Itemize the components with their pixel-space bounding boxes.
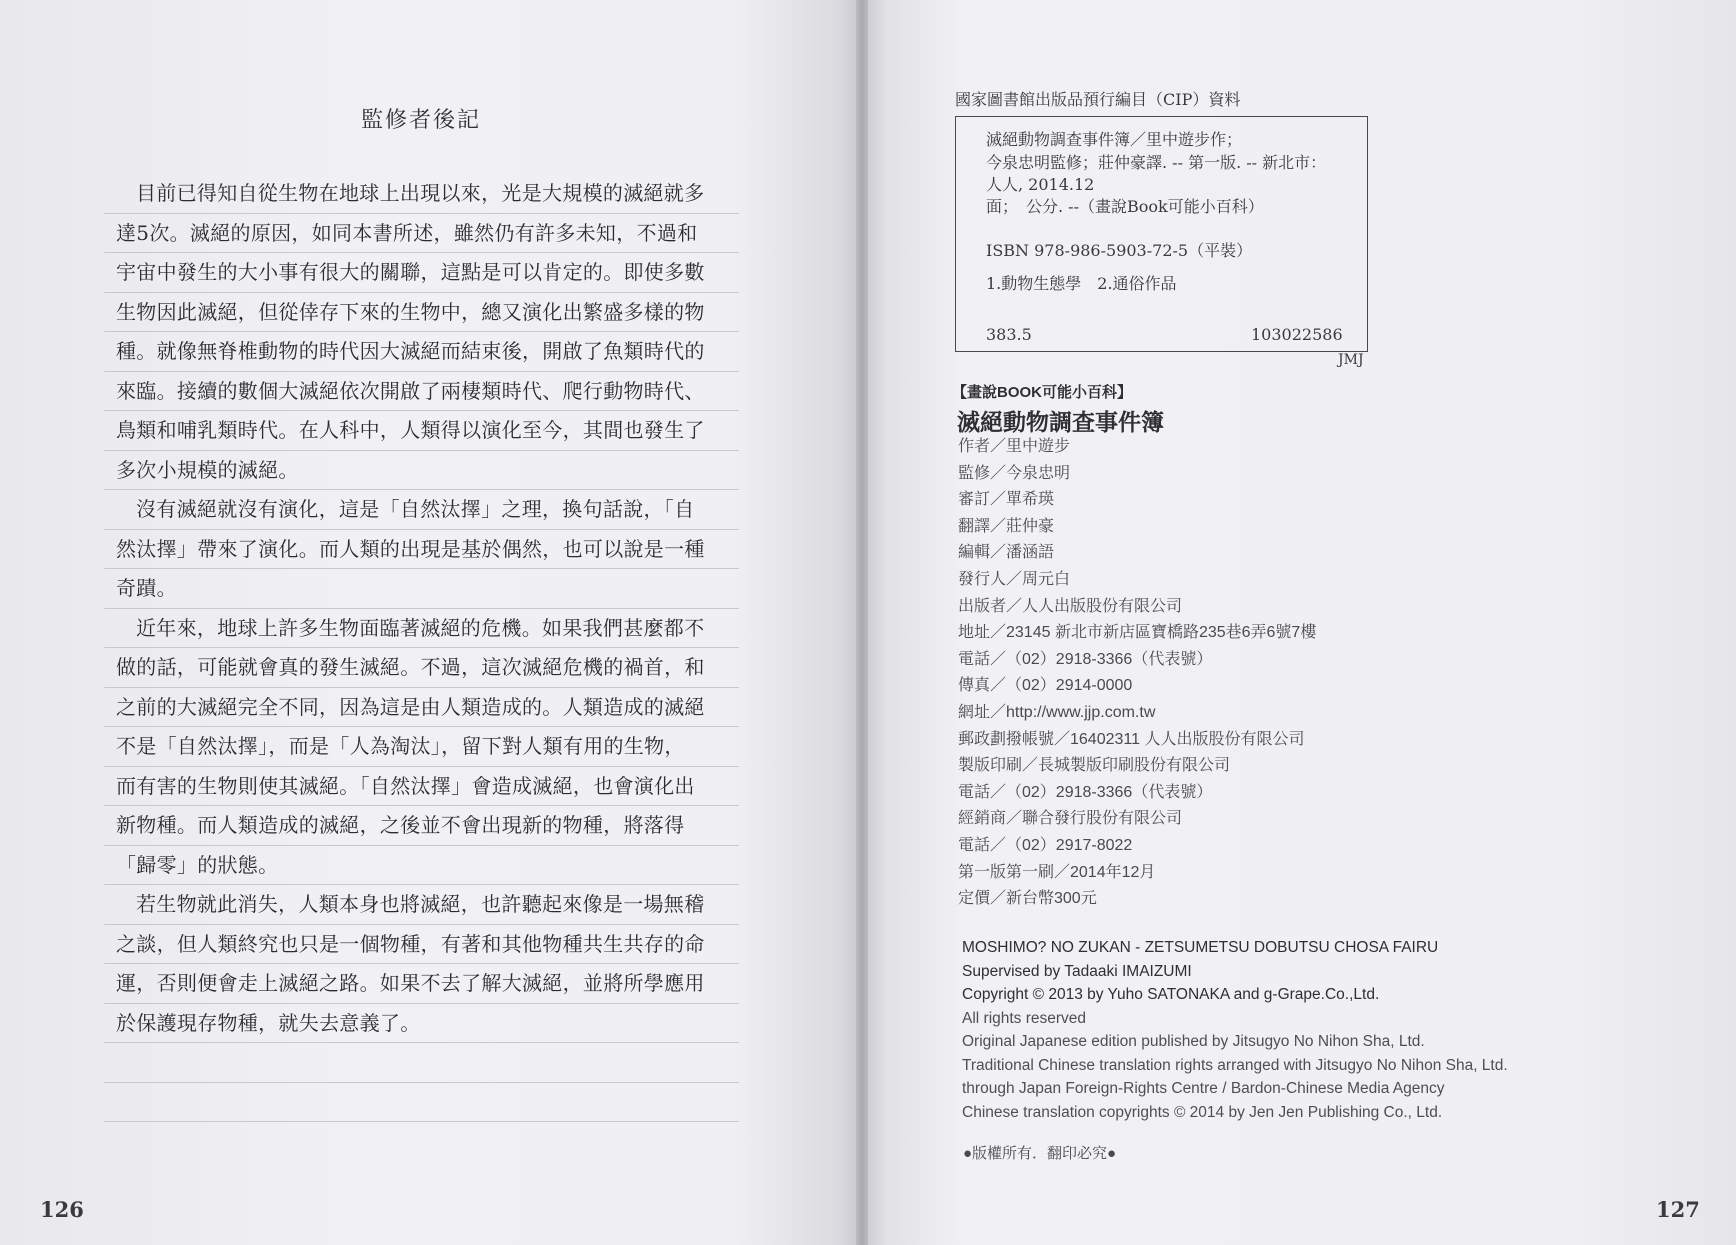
credit-line: 網址／http://www.jjp.com.tw [958, 703, 1156, 721]
credit-line: 製版印刷／長城製版印刷股份有限公司 [958, 757, 1231, 775]
copyright-line: Traditional Chinese translation rights arranged with Jitsugyo No Nihon Sha, Ltd. [962, 1056, 1508, 1074]
credit-line: 電話／（02）2917-8022 [958, 836, 1133, 854]
left-page [0, 0, 862, 1245]
english-copyright [962, 936, 1508, 1124]
text-line: 宇宙中發生的大小事有很大的關聯，這點是可以肯定的。即使多數 [104, 253, 739, 293]
text-line [104, 1043, 739, 1083]
book-gutter [856, 0, 868, 1245]
text-line: 新物種。而人類造成的滅絕，之後並不會出現新的物種，將落得 [104, 806, 739, 846]
text-line: 不是「自然汰擇」，而是「人為淘汰」，留下對人類有用的生物， [104, 727, 739, 767]
credit-line: 傳真／（02）2914-0000 [958, 677, 1133, 695]
credit-line: 郵政劃撥帳號／16402311 人人出版股份有限公司 [958, 730, 1305, 748]
copyright-line: Chinese translation copyrights © 2014 by Jen Jen Publishing Co., Ltd. [962, 1103, 1443, 1121]
credit-line: 發行人／周元白 [958, 570, 1071, 588]
credit-line: 編輯／潘涵語 [958, 544, 1055, 562]
cip-class-number: 383.5 [986, 325, 1032, 344]
text-line: 生物因此滅絕，但從倖存下來的生物中，總又演化出繁盛多樣的物 [104, 293, 739, 333]
text-line [104, 1083, 739, 1123]
afterword-body [104, 174, 739, 1122]
text-line: 之前的大滅絕完全不同，因為這是由人類造成的。人類造成的滅絕 [104, 688, 739, 728]
credit-line: 電話／（02）2918-3366（代表號） [958, 650, 1213, 668]
text-line: 奇蹟。 [104, 569, 739, 609]
credit-line: 電話／（02）2918-3366（代表號） [958, 783, 1213, 801]
text-line: 「歸零」的狀態。 [104, 846, 739, 886]
text-line: 之談，但人類終究也只是一個物種，有著和其他物種共生共存的命 [104, 925, 739, 965]
credit-line: 定價／新台幣300元 [958, 890, 1097, 908]
text-line: 鳥類和哺乳類時代。在人科中，人類得以演化至今，其間也發生了 [104, 411, 739, 451]
page-number-right: 127 [1656, 1197, 1700, 1222]
credit-line: 第一版第一刷／2014年12月 [958, 863, 1156, 881]
copyright-line: through Japan Foreign-Rights Centre / Bardon-Chinese Media Agency [962, 1080, 1445, 1097]
text-line: 種。就像無脊椎動物的時代因大滅絕而結束後，開啟了魚類時代的 [104, 332, 739, 372]
cip-isbn: ISBN 978-986-5903-72-5（平裝） [986, 241, 1253, 260]
text-line: 做的話，可能就會真的發生滅絕。不過，這次滅絕危機的禍首，和 [104, 648, 739, 688]
cip-code: JMJ [1338, 352, 1364, 368]
text-line: 於保護現存物種，就失去意義了。 [104, 1004, 739, 1044]
text-line: 沒有滅絕就沒有演化，這是「自然汰擇」之理，換句話說，「自 [104, 490, 739, 530]
rights-notice: ●版權所有．翻印必究● [963, 1145, 1117, 1162]
credit-line: 審訂／單希瑛 [958, 491, 1055, 509]
text-line: 近年來，地球上許多生物面臨著滅絕的危機。如果我們甚麼都不 [104, 609, 739, 649]
cip-line: 滅絕動物調查事件簿／里中遊步作； [986, 130, 1243, 149]
credit-line: 監修／今泉忠明 [958, 464, 1071, 482]
text-line: 若生物就此消失，人類本身也將滅絕，也許聽起來像是一場無稽 [104, 885, 739, 925]
credit-line: 翻譯／莊仲豪 [958, 517, 1055, 535]
credits-list [958, 434, 1316, 913]
text-line: 來臨。接續的數個大滅絕依次開啟了兩棲類時代、爬行動物時代、 [104, 372, 739, 412]
cip-header: 國家圖書館出版品預行編目（CIP）資料 [955, 90, 1241, 109]
text-line: 多次小規模的滅絕。 [104, 451, 739, 491]
copyright-line: Original Japanese edition published by Jitsugyo No Nihon Sha, Ltd. [962, 1033, 1425, 1050]
copyright-line: MOSHIMO? NO ZUKAN - ZETSUMETSU DOBUTSU CHOSA FAIRU [962, 939, 1439, 956]
series-name: 【畫說BOOK可能小百科】 [952, 384, 1133, 401]
credit-line: 地址／23145 新北市新店區寶橋路235巷6弄6號7樓 [958, 624, 1317, 642]
text-line: 然汰擇」帶來了演化。而人類的出現是基於偶然，也可以說是一種 [104, 530, 739, 570]
cip-line: 今泉忠明監修；莊仲豪譯. -- 第一版. -- 新北市： [986, 153, 1327, 172]
text-line: 達5次。滅絕的原因，如同本書所述，雖然仍有許多未知，不過和 [104, 214, 739, 254]
book-title: 滅絕動物調查事件簿 [957, 409, 1164, 435]
afterword-title: 監修者後記 [360, 108, 481, 133]
credit-line: 經銷商／聯合發行股份有限公司 [958, 810, 1183, 828]
cip-subjects: 1.動物生態學 2.通俗作品 [986, 274, 1177, 293]
cip-record-number: 103022586 [1251, 325, 1343, 344]
text-line: 目前已得知自從生物在地球上出現以來，光是大規模的滅絕就多 [104, 174, 739, 214]
text-line: 而有害的生物則使其滅絕。「自然汰擇」會造成滅絕，也會演化出 [104, 767, 739, 807]
cip-record-box [955, 116, 1368, 352]
copyright-line: All rights reserved [962, 1009, 1087, 1027]
cip-line: 人人, 2014.12 [986, 175, 1095, 194]
credit-line: 出版者／人人出版股份有限公司 [958, 597, 1183, 615]
copyright-line: Supervised by Tadaaki IMAIZUMI [962, 962, 1192, 980]
credit-line: 作者／里中遊步 [958, 438, 1071, 455]
text-line: 運，否則便會走上滅絕之路。如果不去了解大滅絕，並將所學應用 [104, 964, 739, 1004]
cip-line: 面； 公分. --（畫說Book可能小百科） [986, 197, 1264, 216]
page-number-left: 126 [40, 1197, 84, 1222]
copyright-line: Copyright © 2013 by Yuho SATONAKA and g-Grape.Co.,Ltd. [962, 986, 1380, 1003]
